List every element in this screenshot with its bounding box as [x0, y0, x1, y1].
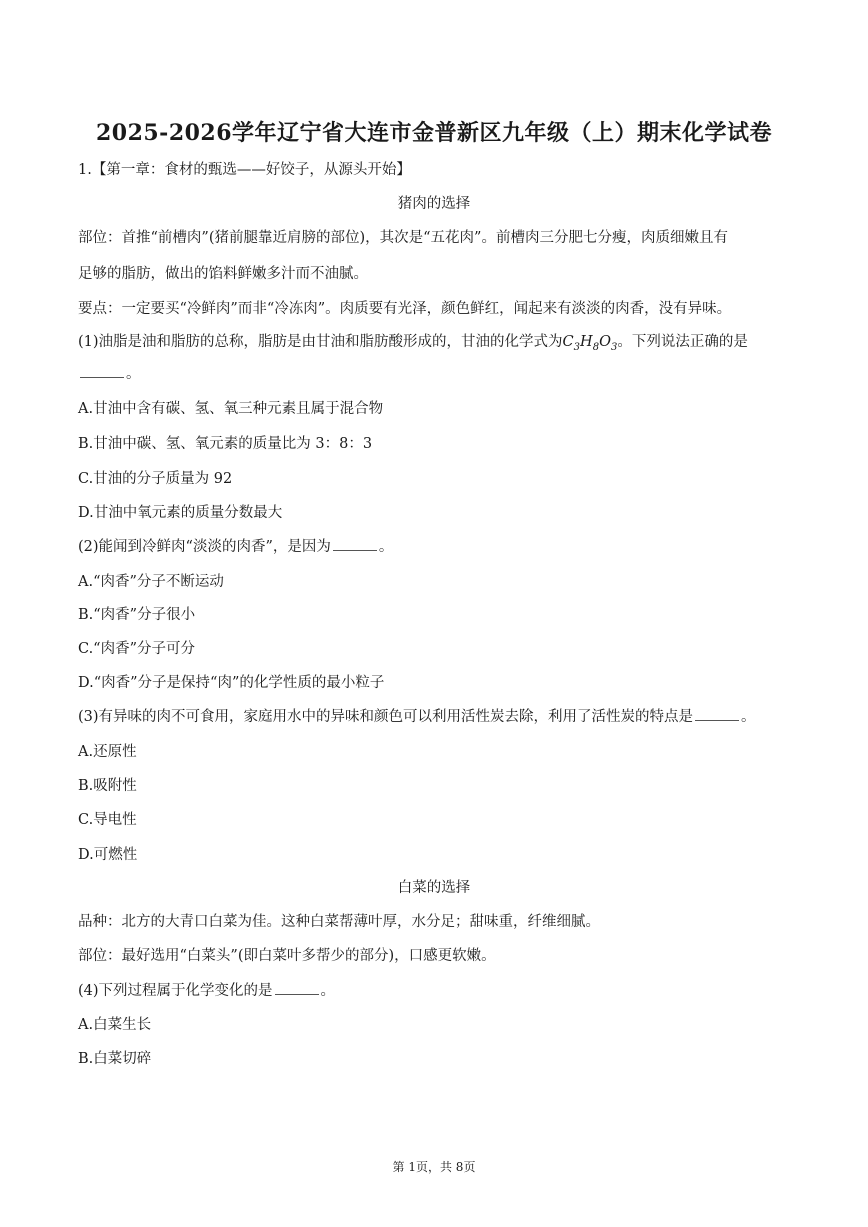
- question-1-header: 1.【第一章：食材的甄选——好饺子，从源头开始】: [78, 162, 411, 178]
- option-item: D.“肉香”分子是保持“肉”的化学性质的最小粒子: [78, 675, 385, 691]
- option-item: D.甘油中氧元素的质量分数最大: [78, 505, 283, 521]
- pork-part-line-1: 部位：首推“前槽肉”(猪前腿靠近肩膀的部位)，其次是“五花肉”。前槽肉三分肥七分瘦，肉质细嫩且有: [78, 230, 728, 246]
- option-item: B.甘油中碳、氢、氧元素的质量比为 3：8：3: [78, 436, 373, 452]
- answer-blank-1-line: 。: [78, 362, 141, 383]
- cabbage-variety: 品种：北方的大青口白菜为佳。这种白菜帮薄叶厚，水分足；甜味重，纤维细腻。: [78, 914, 600, 930]
- section-heading-cabbage: 白菜的选择: [397, 880, 471, 896]
- page-title: 2025-2026学年辽宁省大连市金普新区九年级（上）期末化学试卷: [95, 120, 773, 146]
- option-item: A.白菜生长: [78, 1017, 152, 1033]
- subquestion-1-text-b: 。下列说法正确的是: [617, 334, 748, 350]
- pork-part-line-2: 足够的脂肪，做出的馅料鲜嫩多汁而不油腻。: [78, 266, 368, 282]
- option-item: B.“肉香”分子很小: [78, 607, 196, 623]
- answer-blank[interactable]: [333, 536, 377, 551]
- section-heading-pork: 猪肉的选择: [397, 196, 471, 212]
- option-item: A.还原性: [78, 744, 137, 760]
- option-item: C.导电性: [78, 812, 137, 828]
- option-item: C.“肉香”分子可分: [78, 641, 196, 657]
- option-item: A.“肉香”分子不断运动: [78, 574, 224, 590]
- subquestion-4: (4)下列过程属于化学变化的是 。: [78, 979, 335, 1000]
- answer-blank[interactable]: [695, 706, 739, 721]
- option-item: D.可燃性: [78, 847, 138, 863]
- option-item: C.甘油的分子质量为 92: [78, 471, 233, 487]
- option-item: B.白菜切碎: [78, 1051, 152, 1067]
- pork-key-point: 要点：一定要买“冷鲜肉”而非“冷冻肉”。肉质要有光泽，颜色鲜红，闻起来有淡淡的肉香，没有异味。: [78, 301, 732, 317]
- subquestion-3: (3)有异味的肉不可食用，家庭用水中的异味和颜色可以利用活性炭去除，利用了活性炭的特点是 。: [78, 705, 756, 726]
- option-item: A.甘油中含有碳、氢、氧三种元素且属于混合物: [78, 401, 384, 417]
- subquestion-1-text-a: (1)油脂是油和脂肪的总称，脂肪是由甘油和脂肪酸形成的，甘油的化学式为: [78, 334, 563, 350]
- answer-blank[interactable]: [80, 363, 124, 378]
- option-item: B.吸附性: [78, 778, 137, 794]
- subquestion-1: [78, 330, 748, 353]
- glycerol-formula: $C_3H_8O_3$: [562, 334, 618, 353]
- page-footer: 第 1页，共 8页: [392, 1160, 476, 1174]
- cabbage-part: 部位：最好选用“白菜头”(即白菜叶多帮少的部分)，口感更软嫩。: [78, 948, 496, 964]
- answer-blank[interactable]: [275, 980, 319, 995]
- subquestion-2: (2)能闻到冷鲜肉“淡淡的肉香”，是因为 。: [78, 535, 393, 556]
